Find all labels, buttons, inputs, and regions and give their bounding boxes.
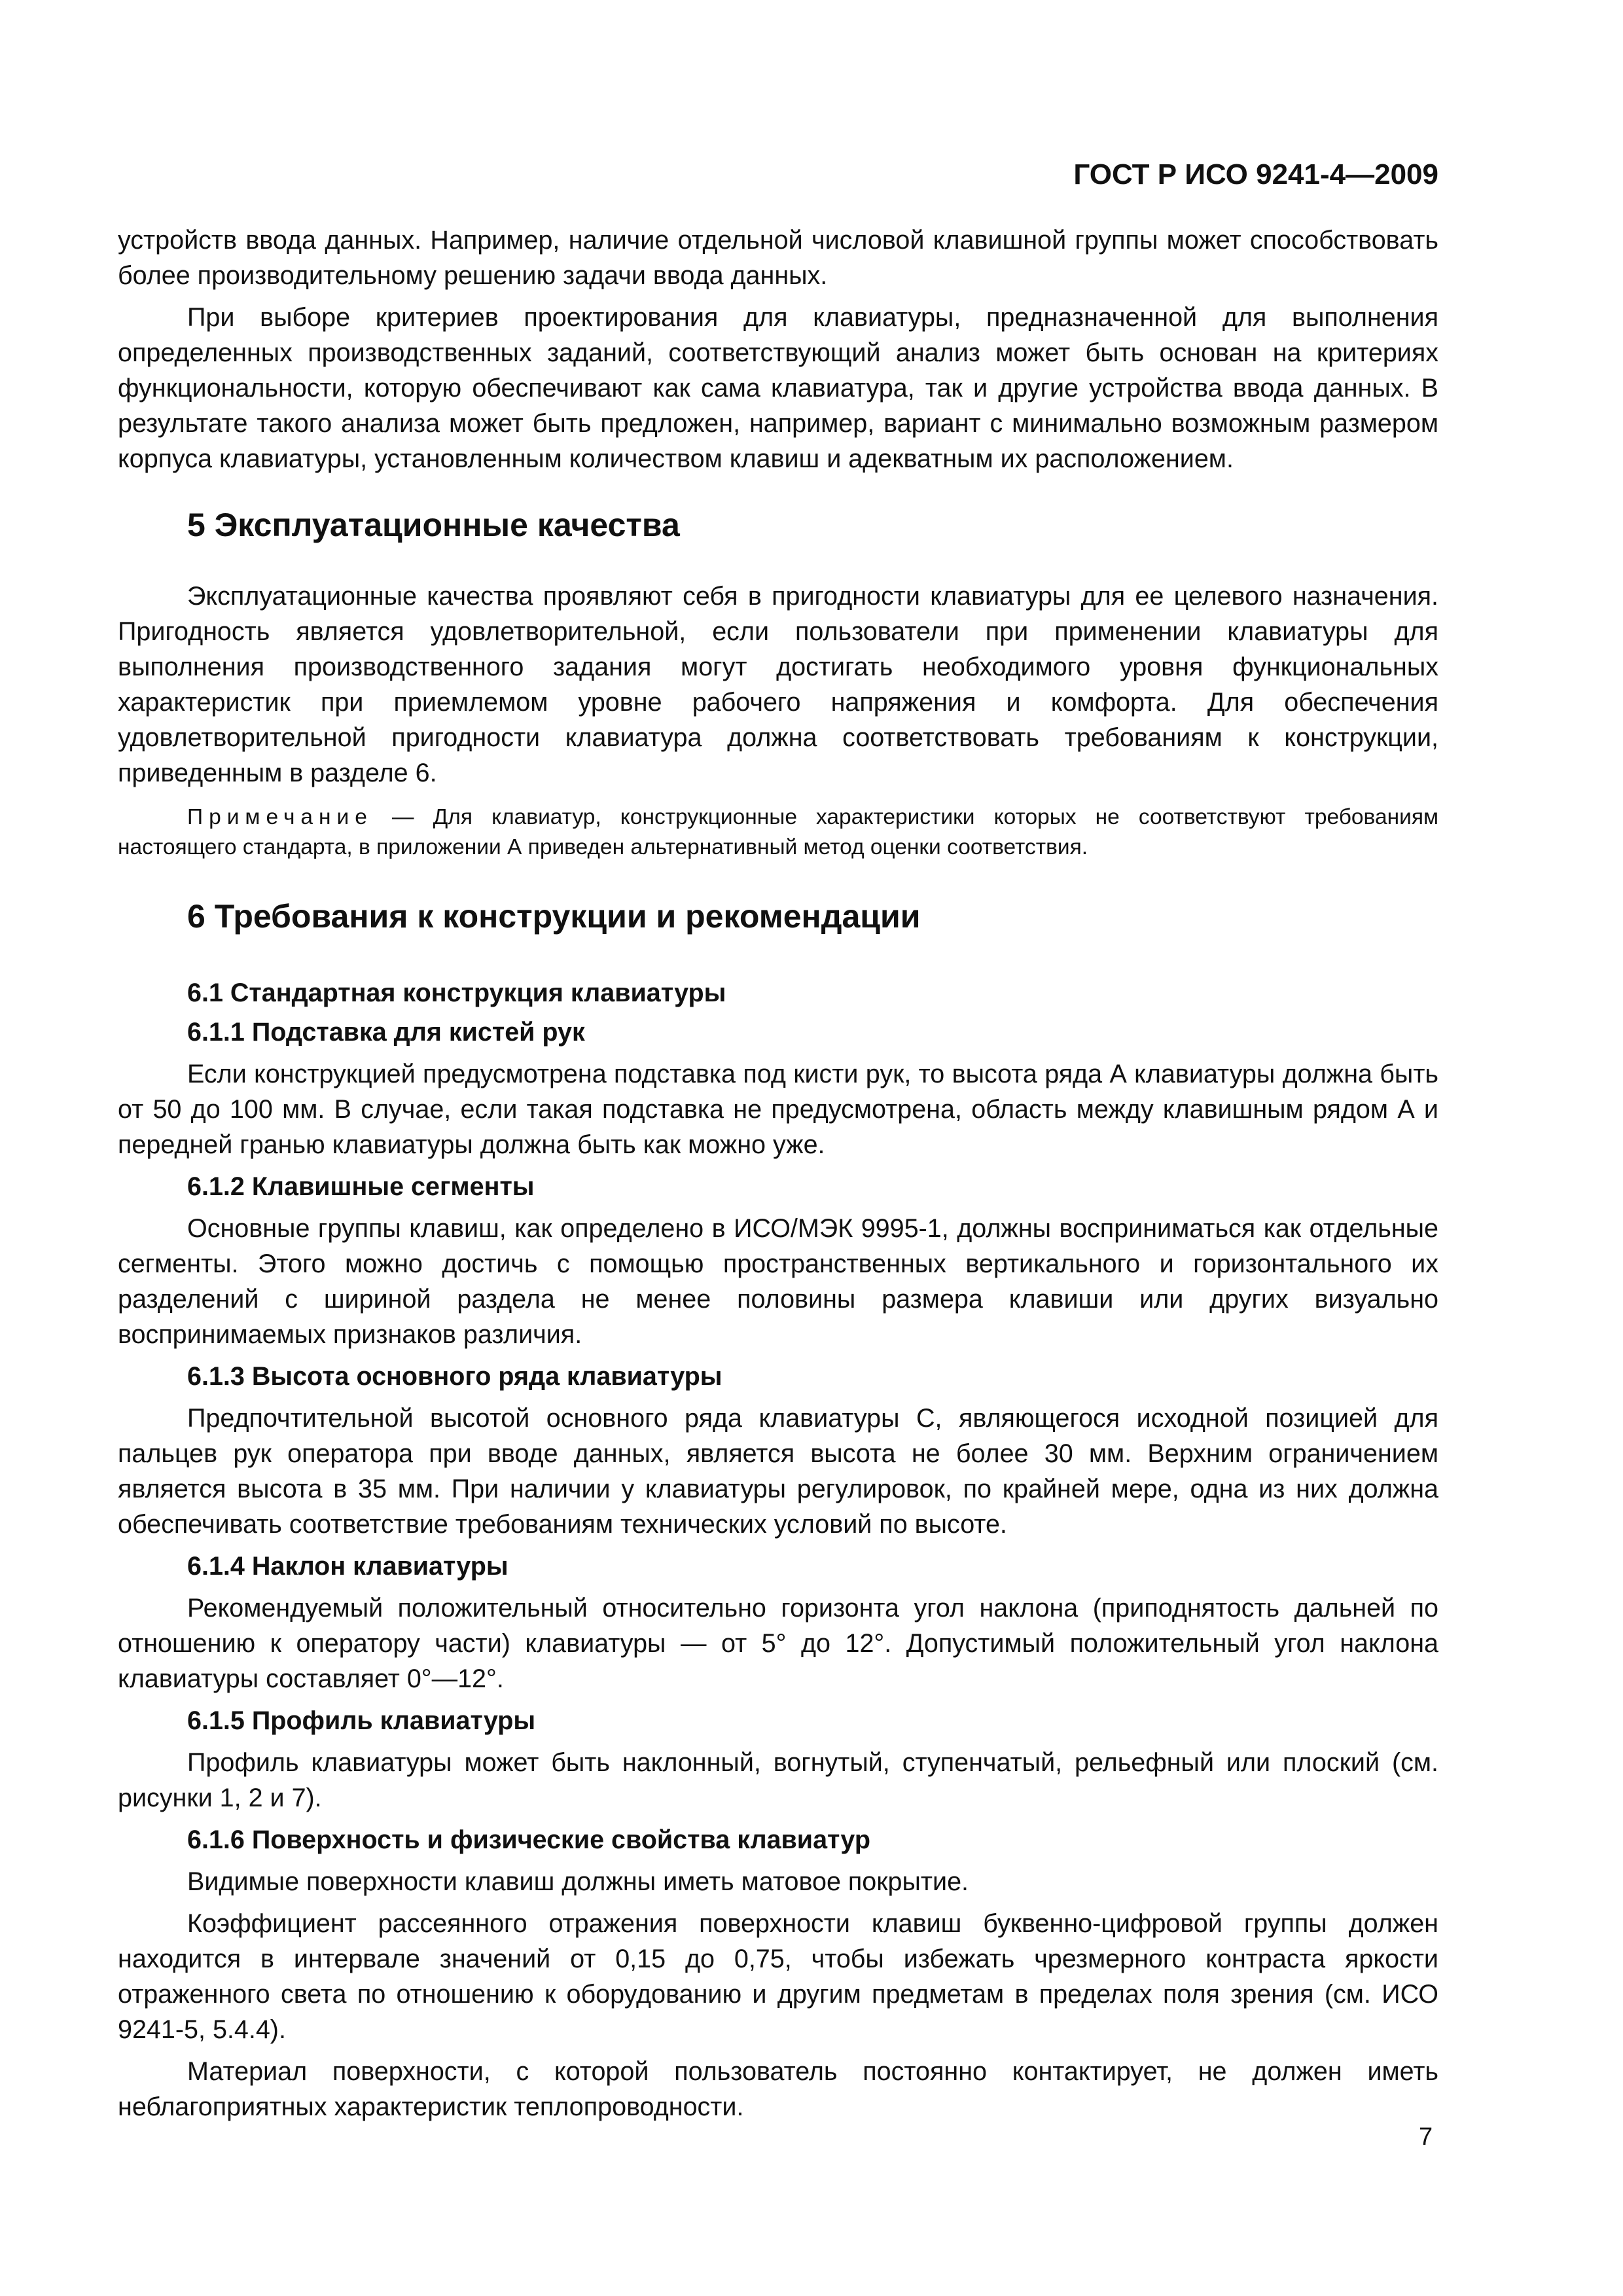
section-5-text: Эксплуатационные качества проявляют себя в пригодности клавиатуры для ее целевого назначения. Пригодность является удовлетворительной, если пользователи при применении клавиатуры для выполнения производственного задания могут достигать необходимого уровня функциональных характеристик при приемлемом уровне рабочего напряжения и комфорта. Для обеспечения удовлетворительной пригодности клавиатура должна соответствовать требованиям к конструкции, приведенным в разделе 6. bbox=[118, 582, 1438, 787]
section-6-title: 6 Требования к конструкции и рекомендации bbox=[187, 898, 921, 935]
section-6-1-5-title: 6.1.5 Профиль клавиатуры bbox=[187, 1706, 536, 1735]
section-6-1-1-title: 6.1.1 Подставка для кистей рук bbox=[187, 1018, 585, 1047]
section-6-1-3-text: Предпочтительной высотой основного ряда клавиатуры С, являющегося исходной позицией для пальцев рук оператора при вводе данных, является высота не более 30 мм. Верхним ограничением является высота в 35 мм. При наличии у клавиатуры регулировок, по крайней мере, одна из них должна обеспечивать соответствие требованиям технических условий по высоте. bbox=[118, 1404, 1438, 1539]
section-6-1-6-text-b: Коэффициент рассеянного отражения поверхности клавиш буквенно-цифровой группы должен находится в интервале значений от 0,15 до 0,75, чтобы избежать чрезмерного контраста яркости отраженного света по отношению к оборудованию и другим предметам в пределах поля зрения (см. ИСО 9241-5, 5.4.4). bbox=[118, 1909, 1438, 2044]
section-6-1-3-title: 6.1.3 Высота основного ряда клавиатуры bbox=[187, 1362, 722, 1391]
section-6-1-6-text-a: Видимые поверхности клавиш должны иметь матовое покрытие. bbox=[187, 1867, 969, 1896]
page-body bbox=[118, 223, 1438, 2131]
section-6-1-title: 6.1 Стандартная конструкция клавиатуры bbox=[187, 978, 726, 1007]
section-5-title: 5 Эксплуатационные качества bbox=[187, 507, 680, 543]
note-text: — Для клавиатур, конструкционные характеристики которых не соответствуют требованиям настоящего стандарта, в приложении А приведен альтернативный метод оценки соответствия. bbox=[118, 805, 1438, 859]
section-6-1-6-text-c: Материал поверхности, с которой пользователь постоянно контактирует, не должен иметь неблагоприятных характеристик теплопроводности. bbox=[118, 2057, 1438, 2121]
section-6-1-4-text: Рекомендуемый положительный относительно горизонта угол наклона (приподнятость дальней по отношению к оператору части) клавиатуры — от 5° до 12°. Допустимый положительный угол наклона клавиатуры составляет 0°—12°. bbox=[118, 1594, 1438, 1693]
section-6-1-2-title: 6.1.2 Клавишные сегменты bbox=[187, 1172, 535, 1201]
section-6-1-6-title: 6.1.6 Поверхность и физические свойства клавиатур bbox=[187, 1825, 870, 1854]
section-6-1-2-text: Основные группы клавиш, как определено в ИСО/МЭК 9995-1, должны восприниматься как отдельные сегменты. Этого можно достичь с помощью пространственных вертикального и горизонтального их разделений с шириной раздела не менее половины размера клавиши или других визуально воспринимаемых признаков различия. bbox=[118, 1214, 1438, 1349]
standard-header: ГОСТ Р ИСО 9241-4—2009 bbox=[1073, 158, 1438, 190]
intro-paragraph-1: устройств ввода данных. Например, наличие отдельной числовой клавишной группы может способствовать более производительному решению задачи ввода данных. bbox=[118, 226, 1438, 290]
section-6-1-1-text: Если конструкцией предусмотрена подставка под кисти рук, то высота ряда А клавиатуры должна быть от 50 до 100 мм. В случае, если такая подставка не предусмотрена, область между клавишным рядом А и передней гранью клавиатуры должна быть как можно уже. bbox=[118, 1060, 1438, 1159]
section-5-note bbox=[118, 802, 1438, 863]
section-6-1-5-text: Профиль клавиатуры может быть наклонный, вогнутый, ступенчатый, рельефный или плоский (см. рисунки 1, 2 и 7). bbox=[118, 1748, 1438, 1812]
page-number: 7 bbox=[1419, 2123, 1433, 2151]
note-label: Примечание bbox=[187, 805, 373, 829]
intro-paragraph-2: При выборе критериев проектирования для клавиатуры, предназначенной для выполнения определенных производственных заданий, соответствующий анализ может быть основан на критериях функциональности, которую обеспечивают как сама клавиатура, так и другие устройства ввода данных. В результате такого анализа может быть предложен, например, вариант с минимально возможным размером корпуса клавиатуры, установленным количеством клавиш и адекватным их расположением. bbox=[118, 303, 1438, 473]
section-6-1-4-title: 6.1.4 Наклон клавиатуры bbox=[187, 1552, 508, 1581]
